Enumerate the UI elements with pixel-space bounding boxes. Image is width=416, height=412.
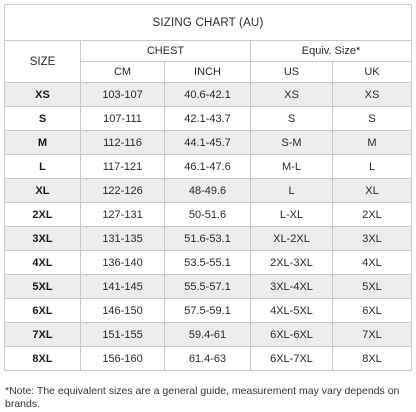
- us-cell: 4XL-5XL: [251, 299, 333, 323]
- us-column-header: US: [251, 62, 333, 83]
- us-cell: 6XL-6XL: [251, 323, 333, 347]
- inch-cell: 59.4-61: [165, 323, 251, 347]
- sizing-chart: [4, 4, 411, 371]
- uk-cell: 7XL: [333, 323, 412, 347]
- uk-cell: L: [333, 155, 412, 179]
- inch-cell: 48-49.6: [165, 179, 251, 203]
- size-cell: 4XL: [5, 251, 81, 275]
- table-row: [5, 107, 412, 131]
- size-rows: [5, 83, 412, 371]
- uk-cell: 6XL: [333, 299, 412, 323]
- us-cell: XS: [251, 83, 333, 107]
- us-cell: 3XL-4XL: [251, 275, 333, 299]
- inch-cell: 50-51.6: [165, 203, 251, 227]
- uk-cell: XS: [333, 83, 412, 107]
- cm-cell: 151-155: [81, 323, 165, 347]
- us-cell: 6XL-7XL: [251, 347, 333, 371]
- table-row: [5, 203, 412, 227]
- size-cell: M: [5, 131, 81, 155]
- table-row: [5, 275, 412, 299]
- table-row: [5, 227, 412, 251]
- footnote: *Note: The equivalent sizes are a general guide, measurement may vary depends on brands.: [5, 385, 400, 410]
- inch-column-header: INCH: [165, 62, 251, 83]
- table-row: [5, 179, 412, 203]
- inch-cell: 55.5-57.1: [165, 275, 251, 299]
- cm-cell: 122-126: [81, 179, 165, 203]
- cm-cell: 112-116: [81, 131, 165, 155]
- inch-cell: 46.1-47.6: [165, 155, 251, 179]
- uk-cell: XL: [333, 179, 412, 203]
- cm-cell: 146-150: [81, 299, 165, 323]
- size-cell: 3XL: [5, 227, 81, 251]
- uk-cell: 8XL: [333, 347, 412, 371]
- cm-cell: 117-121: [81, 155, 165, 179]
- table-row: [5, 323, 412, 347]
- uk-cell: 3XL: [333, 227, 412, 251]
- size-cell: L: [5, 155, 81, 179]
- chest-group-header: CHEST: [81, 41, 251, 62]
- table-row: [5, 83, 412, 107]
- table-row: [5, 299, 412, 323]
- table-row: [5, 347, 412, 371]
- inch-cell: 51.6-53.1: [165, 227, 251, 251]
- inch-cell: 57.5-59.1: [165, 299, 251, 323]
- uk-cell: S: [333, 107, 412, 131]
- table-row: [5, 251, 412, 275]
- cm-column-header: CM: [81, 62, 165, 83]
- size-column-header: SIZE: [5, 41, 81, 83]
- uk-column-header: UK: [333, 62, 412, 83]
- size-cell: 2XL: [5, 203, 81, 227]
- size-cell: XL: [5, 179, 81, 203]
- inch-cell: 40.6-42.1: [165, 83, 251, 107]
- inch-cell: 42.1-43.7: [165, 107, 251, 131]
- cm-cell: 127-131: [81, 203, 165, 227]
- us-cell: M-L: [251, 155, 333, 179]
- size-cell: 6XL: [5, 299, 81, 323]
- cm-cell: 103-107: [81, 83, 165, 107]
- uk-cell: 5XL: [333, 275, 412, 299]
- sizing-table: [4, 4, 412, 371]
- inch-cell: 44.1-45.7: [165, 131, 251, 155]
- size-cell: 8XL: [5, 347, 81, 371]
- cm-cell: 136-140: [81, 251, 165, 275]
- inch-cell: 61.4-63: [165, 347, 251, 371]
- us-cell: 2XL-3XL: [251, 251, 333, 275]
- chart-title: SIZING CHART (AU): [5, 5, 412, 41]
- cm-cell: 141-145: [81, 275, 165, 299]
- cm-cell: 131-135: [81, 227, 165, 251]
- size-cell: S: [5, 107, 81, 131]
- cm-cell: 156-160: [81, 347, 165, 371]
- us-cell: L-XL: [251, 203, 333, 227]
- uk-cell: 2XL: [333, 203, 412, 227]
- size-cell: 5XL: [5, 275, 81, 299]
- table-row: [5, 155, 412, 179]
- cm-cell: 107-111: [81, 107, 165, 131]
- uk-cell: M: [333, 131, 412, 155]
- table-row: [5, 131, 412, 155]
- size-cell: XS: [5, 83, 81, 107]
- us-cell: S: [251, 107, 333, 131]
- uk-cell: 4XL: [333, 251, 412, 275]
- us-cell: L: [251, 179, 333, 203]
- us-cell: XL-2XL: [251, 227, 333, 251]
- size-cell: 7XL: [5, 323, 81, 347]
- us-cell: S-M: [251, 131, 333, 155]
- inch-cell: 53.5-55.1: [165, 251, 251, 275]
- equiv-size-group-header: Equiv. Size*: [251, 41, 412, 62]
